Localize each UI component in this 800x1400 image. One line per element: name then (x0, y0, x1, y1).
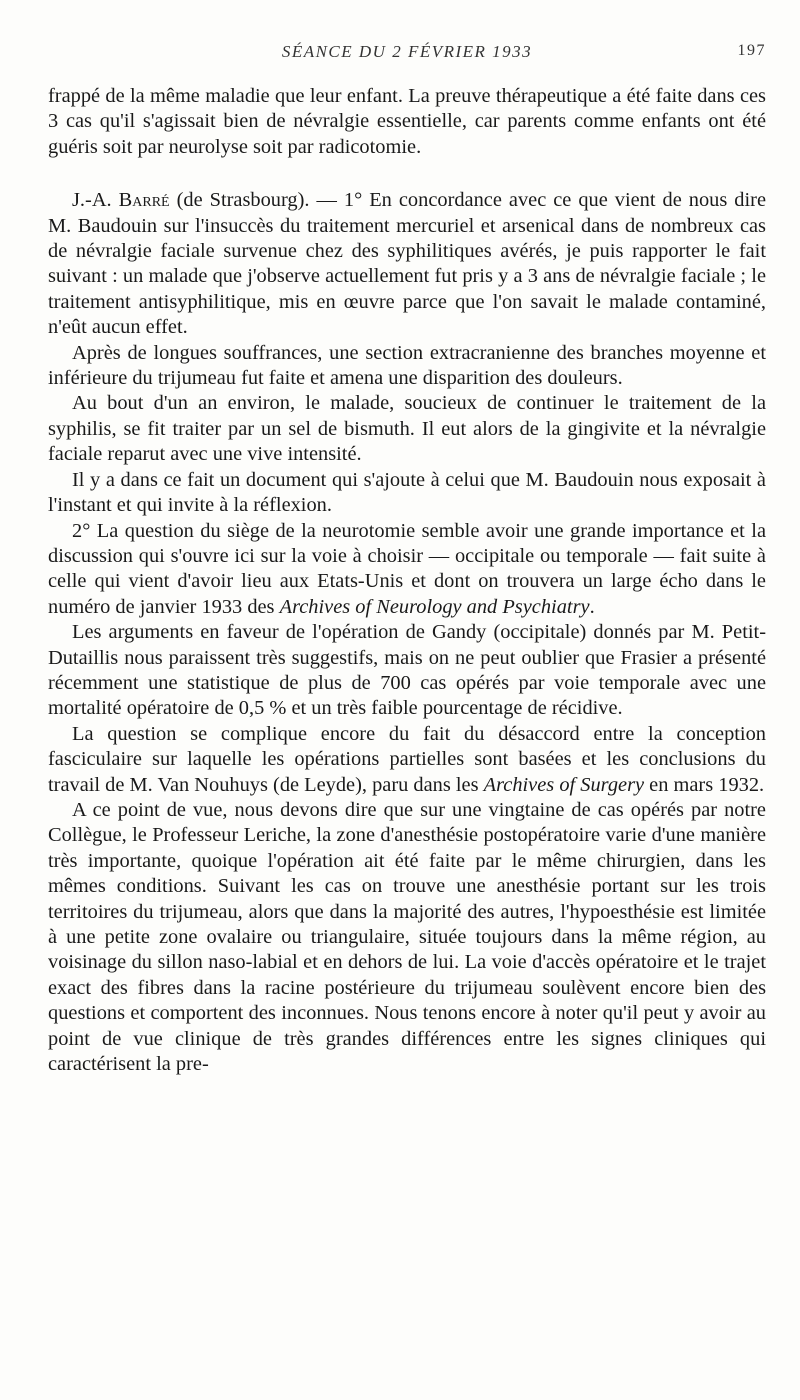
paragraph-barre-intro (48, 188, 766, 340)
paragraph-text: 2° La question du siège de la neurotomie semble avoir une grande importance et la discussion qui s'ouvre ici sur la voie à choisir — occipitale ou temporale — fait suite à celle qui vient d'avoir lieu aux Etats-Unis et dont on trouvera un large écho dans le numéro de janvier 1933 des (48, 519, 766, 618)
body-text (48, 84, 766, 1077)
paragraph-neurotomie (48, 519, 766, 621)
paragraph-text: Il y a dans ce fait un document qui s'ajoute à celui que M. Baudouin nous exposait à l'instant et qui invite à la réflexion. (48, 468, 766, 517)
journal-title: Archives of Neurology and Psychiatry (279, 595, 590, 618)
author-name: J.-A. Barré (72, 189, 170, 212)
paragraph-text: Les arguments en faveur de l'opération de Gandy (occipitale) donnés par M. Petit-Dutaillis nous paraissent très suggestifs, mais on ne peut oublier que Frasier a présenté récemment une statistique de plus de 700 cas opérés par voie temporale avec une mortalité opératoire de 0,5 % et un très faible pourcentage de récidive. (48, 621, 766, 720)
paragraph-continuation: frappé de la même maladie que leur enfant. La preuve thérapeutique a été faite dans ces 3 cas qu'il s'agissait bien de névralgie essentielle, car parents comme enfants ont été guéris soit par neurolyse soit par radicotomie. (48, 85, 766, 158)
paragraph-text: en mars 1932. (644, 773, 765, 796)
running-head (48, 38, 766, 68)
paragraph-van-nouhuys (48, 722, 766, 798)
paragraph-text: A ce point de vue, nous devons dire que sur une vingtaine de cas opérés par notre Collègue, le Professeur Leriche, la zone d'anesthésie postopératoire varie d'une manière très importante, quoique l'opération ait été faite par le même chirurgien, dans les mêmes conditions. Suivant les cas on trouve une anesthésie portant sur les trois territoires du trijumeau, alors que dans la majorité des autres, l'hypoesthésie est limitée à une petite zone ovalaire ou triangulaire, située toujours dans la même région, au voisinage du sillon naso-labial et en dehors de lui. La voie d'accès opératoire et le trajet exact des fibres dans la racine postérieure du trijumeau soulèvent encore bien des questions et comportent des inconnues. Nous tenons encore à noter qu'il peut y avoir au point de vue clinique de très grandes différences entre les signes cliniques qui caractérisent la pre- (48, 798, 766, 1076)
journal-title: Archives of Surgery (483, 773, 645, 796)
paragraph-gap (48, 160, 766, 188)
paragraph-text: La question se complique encore du fait du désaccord entre la conception fasciculaire sur laquelle les opérations partielles sont basées et les conclusions du travail de M. Van Nouhuys (de Leyde), paru dans les (48, 722, 766, 796)
paragraph-text: Au bout d'un an environ, le malade, soucieux de continuer le traitement de la syphilis, se fit traiter par un sel de bismuth. Il eut alors de la gingivite et la névralgie faciale reparut avec une vive intensité. (48, 392, 766, 466)
paragraph-text: (de Strasbourg). — 1° En concordance avec ce que vient de nous dire M. Baudouin sur l'insuccès du traitement mercuriel et arsenical dans de nombreux cas de névralgie faciale survenue chez des syphilitiques avérés, je puis rapporter le fait suivant : un malade que j'observe actuellement fut pris y a 3 ans de névralgie faciale ; le traitement antisyphilitique, mis en œuvre parce que l'on savait le malade contaminé, n'eût aucun effet. (48, 189, 767, 339)
paragraph-text: . (589, 595, 595, 618)
running-title: SÉANCE DU 2 FÉVRIER 1933 (281, 42, 533, 61)
page-number: 197 (737, 42, 766, 59)
paragraph-text: Après de longues souffrances, une section extracranienne des branches moyenne et inférieure du trijumeau fut faite et amena une disparition des douleurs. (48, 341, 766, 390)
